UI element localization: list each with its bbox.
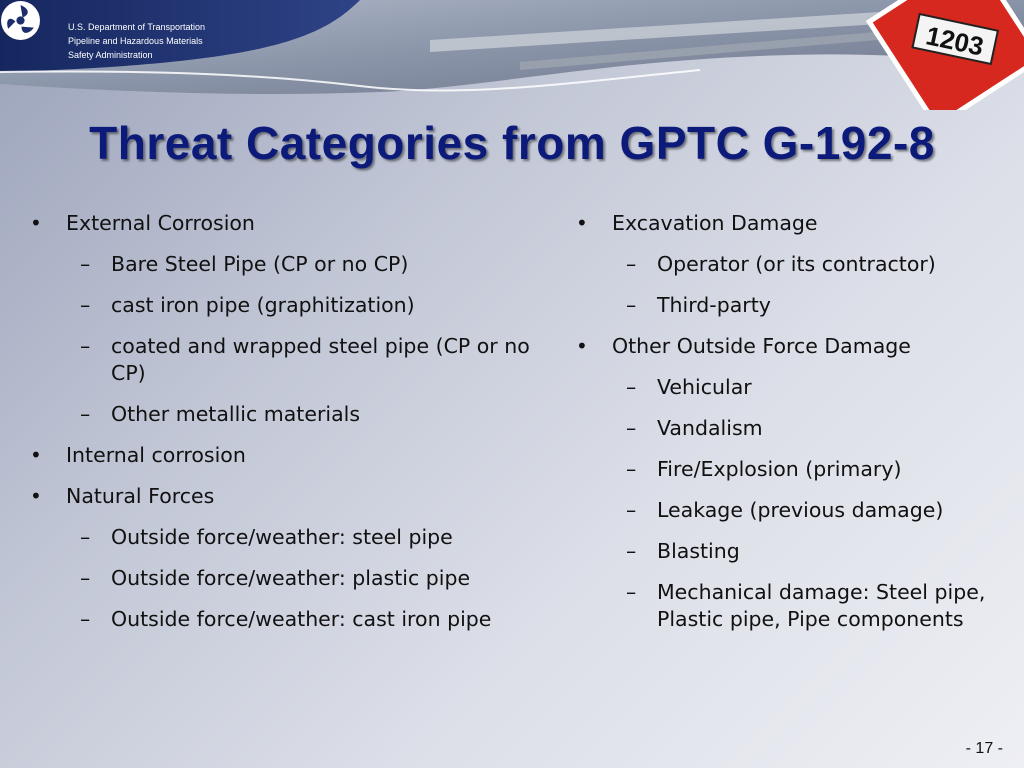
sub-bullet-item (576, 292, 996, 319)
sub-bullet-item (576, 415, 996, 442)
page-number: - 17 - (965, 740, 1003, 757)
dash-marker: – (626, 457, 637, 481)
dash-marker: – (626, 252, 637, 276)
agency-line-2: Pipeline and Hazardous Materials (68, 36, 203, 46)
dash-marker: – (80, 334, 91, 358)
bullet-item (30, 210, 530, 237)
bullet-text: Internal corrosion (66, 443, 246, 467)
sub-bullet-item (576, 251, 996, 278)
right-bullet-list (576, 210, 996, 647)
bullet-text: Operator (or its contractor) (657, 252, 936, 276)
bullet-marker: • (30, 211, 42, 235)
sub-bullet-item (576, 579, 996, 633)
bullet-marker: • (30, 484, 42, 508)
bullet-text: Natural Forces (66, 484, 215, 508)
dash-marker: – (80, 566, 91, 590)
dash-marker: – (626, 375, 637, 399)
agency-line-3: Safety Administration (68, 50, 153, 60)
bullet-text: External Corrosion (66, 211, 255, 235)
agency-line-1: U.S. Department of Transportation (68, 22, 206, 32)
sub-bullet-item (30, 251, 530, 278)
bullet-text: Outside force/weather: steel pipe (111, 525, 453, 549)
left-bullet-list (30, 210, 530, 647)
bullet-text: Mechanical damage: Steel pipe, Plastic pipe, Pipe components (657, 580, 986, 631)
bullet-text: Other Outside Force Damage (612, 334, 911, 358)
header-banner (0, 0, 1024, 110)
bullet-item (576, 333, 996, 360)
placard-number: 1203 (923, 20, 987, 62)
dash-marker: – (80, 252, 91, 276)
bullet-marker: • (30, 443, 42, 467)
bullet-marker: • (576, 334, 588, 358)
agency-name (68, 20, 205, 62)
bullet-item (576, 210, 996, 237)
bullet-text: Third-party (657, 293, 771, 317)
bullet-text: Vehicular (657, 375, 752, 399)
dash-marker: – (626, 580, 637, 604)
bullet-text: Bare Steel Pipe (CP or no CP) (111, 252, 409, 276)
dash-marker: – (80, 293, 91, 317)
bullet-text: coated and wrapped steel pipe (CP or no CP) (111, 334, 530, 385)
sub-bullet-item (576, 374, 996, 401)
slide-title: Threat Categories from GPTC G-192-8 (89, 117, 935, 169)
bullet-item (30, 483, 530, 510)
bullet-marker: • (576, 211, 588, 235)
bullet-text: Blasting (657, 539, 740, 563)
dash-marker: – (626, 498, 637, 522)
sub-bullet-item (30, 524, 530, 551)
sub-bullet-item (30, 292, 530, 319)
bullet-text: Outside force/weather: plastic pipe (111, 566, 471, 590)
bullet-text: Fire/Explosion (primary) (657, 457, 902, 481)
sub-bullet-item (30, 565, 530, 592)
sub-bullet-item (30, 401, 530, 428)
sub-bullet-item (30, 606, 530, 633)
dash-marker: – (626, 539, 637, 563)
sub-bullet-item (576, 456, 996, 483)
bullet-text: Outside force/weather: cast iron pipe (111, 607, 492, 631)
dash-marker: – (80, 525, 91, 549)
bullet-text: Leakage (previous damage) (657, 498, 944, 522)
bullet-item (30, 442, 530, 469)
bullet-text: Vandalism (657, 416, 763, 440)
dot-logo (0, 0, 41, 41)
dash-marker: – (80, 607, 91, 631)
dash-marker: – (80, 402, 91, 426)
sub-bullet-item (30, 333, 530, 387)
sub-bullet-item (576, 497, 996, 524)
bullet-text: Excavation Damage (612, 211, 818, 235)
sub-bullet-item (576, 538, 996, 565)
dash-marker: – (626, 416, 637, 440)
bullet-text: cast iron pipe (graphitization) (111, 293, 415, 317)
bullet-text: Other metallic materials (111, 402, 361, 426)
dash-marker: – (626, 293, 637, 317)
